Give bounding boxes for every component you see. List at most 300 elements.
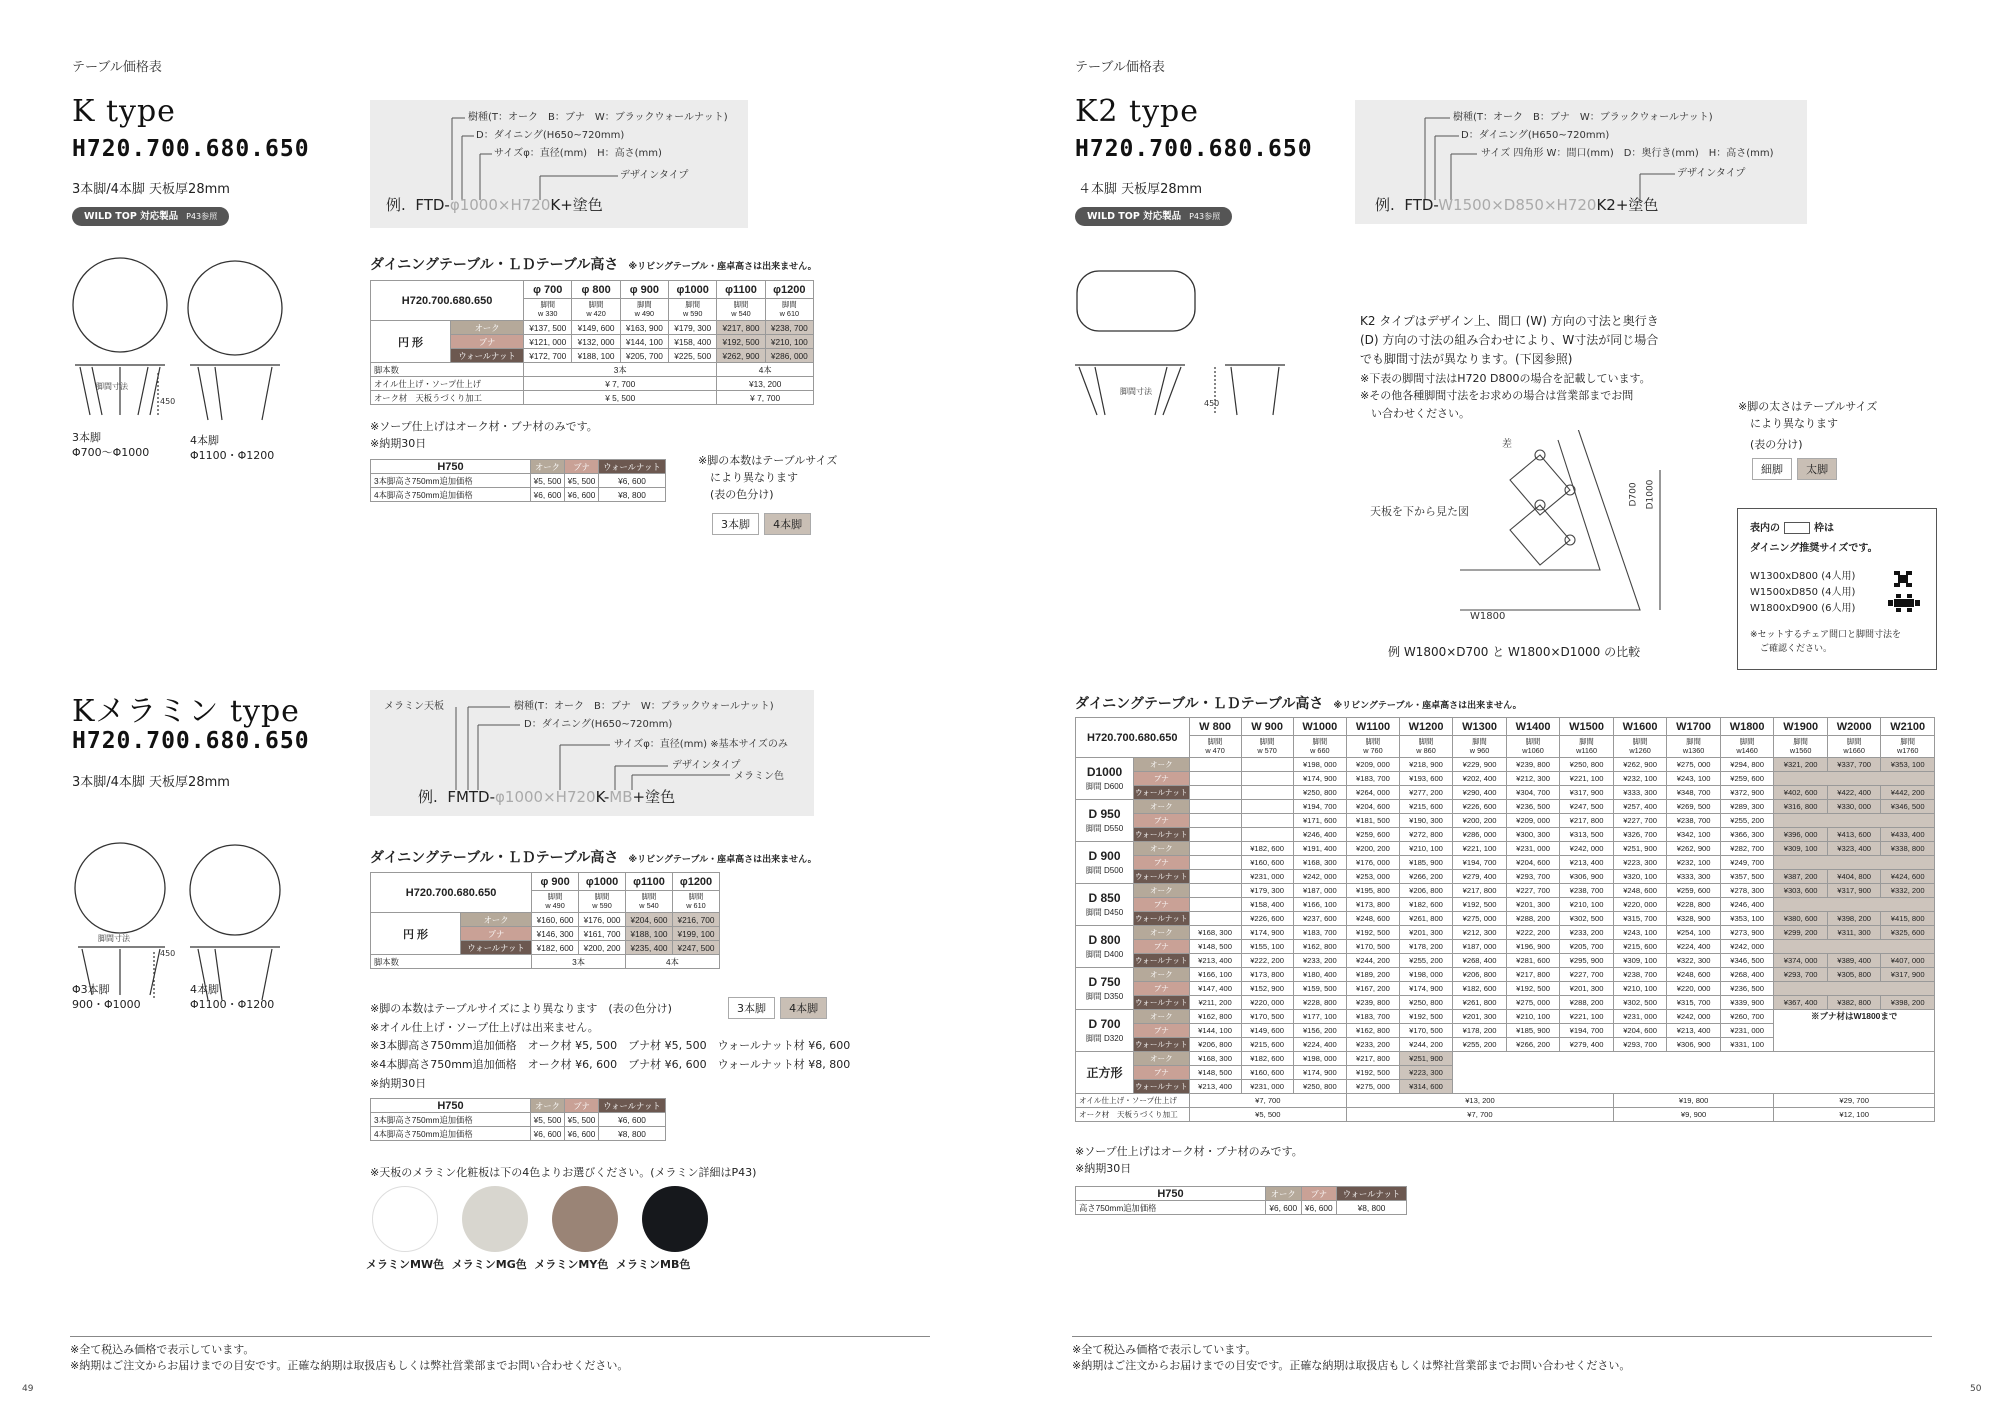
table-row bbox=[1076, 940, 1936, 954]
table-cell: ¥148, 500 bbox=[1189, 940, 1241, 954]
table-row bbox=[1076, 926, 1936, 940]
table-cell: ¥162, 800 bbox=[1189, 1010, 1241, 1024]
kmel-h750-table: H750 オーク ブナ ウォールナット 3本脚高さ750mm追加価格 ¥5, 500 ¥5, 500 ¥6, 600 4本脚高さ750mm追加価格 ¥6, 600 ¥6, 600 ¥8, 800 bbox=[370, 1098, 666, 1141]
table-cell: ¥353, 100 bbox=[1720, 912, 1774, 926]
table-cell: ¥221, 100 bbox=[1560, 1010, 1614, 1024]
table-cell: ¥266, 200 bbox=[1506, 1038, 1560, 1052]
k2-leg-width: 脚間 w 470 bbox=[1189, 736, 1241, 758]
table-row bbox=[1076, 758, 1936, 772]
table-cell: ¥183, 700 bbox=[1347, 1010, 1400, 1024]
k2-code-box: 樹種(T：オーク B：ブナ W：ブラックウォールナット) D：ダイニング(H650~720mm) サイズ 四角形 W：間口(mm) D：奥行き(mm) H：高さ(mm) デザインタイプ 例. FTD-W1500×D850×H720K2+塗色 bbox=[1355, 100, 1807, 224]
ktype-spec: 3本脚/4本脚 天板厚28mm bbox=[72, 182, 230, 197]
kmel-notes: ※脚の本数はテーブルサイズにより異なります (表の色分け) ※オイル仕上げ・ソープ仕上げは出来ません。 ※3本脚高さ750mm追加価格 オーク材 ¥5, 500 ブナ材 ¥5, 500 ウォールナット材 ¥6, 600 ※4本脚高さ750mm追加価格 オーク材 ¥6, 600 ブナ材 ¥6, 600 ウォールナット材 ¥8, 800 ※納期30日 bbox=[370, 1002, 851, 1090]
k2-leg-depth: 脚間 D320 bbox=[1085, 1034, 1124, 1043]
table-cell: ¥181, 500 bbox=[1347, 814, 1400, 828]
table-cell: ¥250, 800 bbox=[1399, 996, 1453, 1010]
table-cell: ¥300, 300 bbox=[1506, 828, 1560, 842]
table-cell: ¥213, 400 bbox=[1189, 954, 1241, 968]
table-cell: ¥317, 900 bbox=[1560, 786, 1614, 800]
table-cell: ¥251, 900 bbox=[1613, 842, 1667, 856]
table-cell: ¥206, 800 bbox=[1399, 884, 1453, 898]
table-cell: ¥239, 800 bbox=[1347, 996, 1400, 1010]
k2-width-header: W1900 bbox=[1774, 718, 1828, 736]
table-cell: ¥7, 700 bbox=[1189, 1094, 1347, 1108]
k2-depth-label: D 800 脚間 D400 bbox=[1076, 926, 1134, 968]
table-cell bbox=[1453, 1052, 1935, 1094]
k2-recommend-box: 表内の 枠は ダイニング推奨サイズです。 W1300xD800 (4人用) W1500xD850 (4人用) W1800xD900 (6人用) ※セットするチェア間口と脚間寸法を ご確認ください。 bbox=[1737, 508, 1937, 670]
table-cell: オーク材 天板うづくり加工 bbox=[1076, 1108, 1190, 1122]
table-cell: ¥338, 800 bbox=[1881, 842, 1935, 856]
table-cell: ¥322, 300 bbox=[1667, 954, 1721, 968]
table-cell: ¥323, 400 bbox=[1827, 842, 1881, 856]
table-cell: ¥206, 800 bbox=[1453, 968, 1507, 982]
table-cell: ¥210, 100 bbox=[1613, 982, 1667, 996]
table-cell: ¥185, 900 bbox=[1399, 856, 1453, 870]
k2-wood-label: ウォールナット bbox=[1134, 786, 1190, 800]
table-cell: ¥236, 500 bbox=[1720, 982, 1774, 996]
table-cell: ¥217, 800 bbox=[1453, 884, 1507, 898]
table-cell: ¥224, 400 bbox=[1293, 1038, 1347, 1052]
table-row bbox=[1076, 772, 1936, 786]
table-cell: ¥246, 400 bbox=[1293, 828, 1347, 842]
table-cell: ¥149, 600 bbox=[1241, 1024, 1293, 1038]
k2-wood-label: ブナ bbox=[1134, 772, 1190, 786]
k2-wood-label: オーク bbox=[1134, 800, 1190, 814]
table-cell: ¥192, 500 bbox=[1347, 926, 1400, 940]
k2-notes: ※ソープ仕上げはオーク材・ブナ材のみです。 ※納期30日 bbox=[1075, 1145, 1303, 1176]
table-cell: ¥242, 000 bbox=[1667, 1010, 1721, 1024]
table-row bbox=[1076, 996, 1936, 1010]
table-cell: ¥244, 200 bbox=[1347, 954, 1400, 968]
table-cell: ¥282, 700 bbox=[1720, 842, 1774, 856]
kmel-fig-caption-3leg: Φ3本脚 900・Φ1000 bbox=[72, 983, 141, 1012]
table-cell: ¥170, 500 bbox=[1347, 940, 1400, 954]
table-cell: ¥174, 900 bbox=[1241, 926, 1293, 940]
k2-wood-label: オーク bbox=[1134, 884, 1190, 898]
ktype-code-box: 樹種(T：オーク B：ブナ W：ブラックウォールナット) D：ダイニング(H650~720mm) サイズφ：直径(mm) H：高さ(mm) デザインタイプ 例. FTD-φ1000×H720K+塗色 bbox=[370, 100, 748, 228]
table-cell: ¥251, 900 bbox=[1399, 1052, 1453, 1066]
table-cell: ¥261, 800 bbox=[1399, 912, 1453, 926]
k2-leg-depth: 脚間 D600 bbox=[1085, 782, 1124, 791]
table-cell: ¥387, 200 bbox=[1774, 870, 1828, 884]
table-cell: ¥226, 600 bbox=[1453, 800, 1507, 814]
kmel-heights: H720.700.680.650 bbox=[72, 728, 310, 754]
table-cell bbox=[1189, 870, 1241, 884]
k2-width-header: W 900 bbox=[1241, 718, 1293, 736]
table-cell: ¥382, 800 bbox=[1827, 996, 1881, 1010]
k2-leg-width: 脚間 w1660 bbox=[1827, 736, 1881, 758]
table-cell: ¥196, 900 bbox=[1506, 940, 1560, 954]
k2-wood-label: ブナ bbox=[1134, 940, 1190, 954]
table-cell: ¥13, 200 bbox=[1347, 1094, 1614, 1108]
table-row bbox=[1076, 982, 1936, 996]
table-cell: ¥295, 900 bbox=[1560, 954, 1614, 968]
table-cell: ¥237, 600 bbox=[1293, 912, 1347, 926]
table-cell bbox=[1189, 842, 1241, 856]
table-cell: ¥253, 000 bbox=[1347, 870, 1400, 884]
ktype-heights: H720.700.680.650 bbox=[72, 136, 310, 162]
table-cell: ¥286, 000 bbox=[1453, 828, 1507, 842]
table-cell: ウォールナット bbox=[1134, 1080, 1190, 1094]
table-cell: ¥210, 100 bbox=[1506, 1010, 1560, 1024]
table-cell bbox=[1189, 828, 1241, 842]
table-cell: ¥194, 700 bbox=[1453, 856, 1507, 870]
table-cell: ¥210, 100 bbox=[1560, 898, 1614, 912]
table-cell: ¥317, 900 bbox=[1827, 884, 1881, 898]
table-cell: ¥152, 900 bbox=[1241, 982, 1293, 996]
table-cell: ¥166, 100 bbox=[1189, 968, 1241, 982]
table-cell: ¥316, 800 bbox=[1774, 800, 1828, 814]
table-row bbox=[1076, 884, 1936, 898]
table-cell: ¥193, 600 bbox=[1399, 772, 1453, 786]
k2-wood-label: ウォールナット bbox=[1134, 828, 1190, 842]
k2-leg-depth: 脚間 D550 bbox=[1085, 824, 1124, 833]
table-cell: ¥332, 200 bbox=[1881, 884, 1935, 898]
table-cell: ¥325, 600 bbox=[1881, 926, 1935, 940]
table-cell: ¥211, 200 bbox=[1189, 996, 1241, 1010]
table-cell: ¥262, 900 bbox=[1667, 842, 1721, 856]
table-cell: ¥201, 300 bbox=[1560, 982, 1614, 996]
footer-notes-left: ※全て税込み価格で表示しています。 ※納期はご注文からお届けまでの目安です。正確な納期は取扱店もしくは弊社営業部までお問い合わせください。 bbox=[70, 1343, 629, 1372]
table-cell: ¥246, 400 bbox=[1720, 898, 1774, 912]
table-cell: ¥5, 500 bbox=[1189, 1108, 1347, 1122]
k2-title: K2 type bbox=[1075, 94, 1199, 129]
table-cell bbox=[1774, 982, 1935, 996]
table-cell: ¥176, 000 bbox=[1347, 856, 1400, 870]
table-cell bbox=[1241, 814, 1293, 828]
k2-leg-width: 脚間 w 660 bbox=[1293, 736, 1347, 758]
table-cell: ¥339, 900 bbox=[1720, 996, 1774, 1010]
table-cell: ブナ bbox=[1134, 1066, 1190, 1080]
table-cell: ¥255, 200 bbox=[1453, 1038, 1507, 1052]
table-cell: ¥306, 900 bbox=[1667, 1038, 1721, 1052]
table-cell: ¥311, 300 bbox=[1827, 926, 1881, 940]
table-cell bbox=[1774, 940, 1935, 954]
table-cell: ¥168, 300 bbox=[1189, 1052, 1241, 1066]
table-cell bbox=[1189, 772, 1241, 786]
table-cell: ¥198, 000 bbox=[1293, 758, 1347, 772]
table-cell: ¥220, 000 bbox=[1613, 898, 1667, 912]
k2-table-header: H720.700.680.650 bbox=[1076, 718, 1190, 758]
table-cell: ¥304, 700 bbox=[1506, 786, 1560, 800]
k2-wood-label: オーク bbox=[1134, 968, 1190, 982]
table-cell: ¥215, 600 bbox=[1613, 940, 1667, 954]
k2-price-table-wrap bbox=[1075, 717, 1935, 1122]
k2-width-header: W1700 bbox=[1667, 718, 1721, 736]
table-cell: ¥281, 600 bbox=[1506, 954, 1560, 968]
kmel-table-title: ダイニングテーブル・ＬＤテーブル高さ ※リビングテーブル・座卓高さは出来ません。 bbox=[370, 850, 817, 866]
table-cell: ¥275, 000 bbox=[1453, 912, 1507, 926]
table-cell: ¥144, 100 bbox=[1189, 1024, 1241, 1038]
table-cell: ※ブナ材はW1800まで bbox=[1774, 1010, 1935, 1052]
table-cell: ¥182, 600 bbox=[1241, 842, 1293, 856]
table-cell: ¥254, 100 bbox=[1667, 926, 1721, 940]
k2-depth-label: D1000 脚間 D600 bbox=[1076, 758, 1134, 800]
table-cell: ¥168, 300 bbox=[1293, 856, 1347, 870]
table-cell: ¥201, 300 bbox=[1453, 1010, 1507, 1024]
k2-leg-depth: 脚間 D400 bbox=[1085, 950, 1124, 959]
section-label-left: テーブル価格表 bbox=[72, 60, 162, 75]
melamine-mg-swatch bbox=[462, 1186, 528, 1252]
ktype-title: K type bbox=[72, 94, 176, 129]
table-cell: ¥162, 800 bbox=[1293, 940, 1347, 954]
k2-depth-label: D 950 脚間 D550 bbox=[1076, 800, 1134, 842]
table-cell: ¥262, 900 bbox=[1613, 758, 1667, 772]
table-cell: ¥173, 800 bbox=[1241, 968, 1293, 982]
table-cell: ¥244, 200 bbox=[1399, 1038, 1453, 1052]
table-cell: ¥170, 500 bbox=[1399, 1024, 1453, 1038]
table-cell: ¥12, 100 bbox=[1774, 1108, 1935, 1122]
table-cell: ¥174, 900 bbox=[1293, 772, 1347, 786]
table-cell: ¥248, 600 bbox=[1667, 968, 1721, 982]
k2-leg-width: 脚間 w1160 bbox=[1560, 736, 1614, 758]
k2-wood-label: オーク bbox=[1134, 926, 1190, 940]
table-cell bbox=[1774, 814, 1935, 828]
table-cell: ¥398, 200 bbox=[1881, 996, 1935, 1010]
table-cell: ¥239, 800 bbox=[1506, 758, 1560, 772]
table-cell: ¥179, 300 bbox=[1241, 884, 1293, 898]
table-cell: ¥396, 000 bbox=[1774, 828, 1828, 842]
table-cell: ¥346, 500 bbox=[1881, 800, 1935, 814]
k2-leg-legend: 細脚 太脚 bbox=[1752, 458, 1837, 480]
footer-notes-right: ※全て税込み価格で表示しています。 ※納期はご注文からお届けまでの目安です。正確な納期は取扱店もしくは弊社営業部までお問い合わせください。 bbox=[1072, 1343, 1631, 1372]
k2-leg-width: 脚間 w1260 bbox=[1613, 736, 1667, 758]
table-cell: ¥233, 200 bbox=[1347, 1038, 1400, 1052]
table-cell: ¥166, 100 bbox=[1293, 898, 1347, 912]
k2-depth-label: D 700 脚間 D320 bbox=[1076, 1010, 1134, 1052]
k2-wood-label: ブナ bbox=[1134, 1024, 1190, 1038]
table-cell: ¥159, 500 bbox=[1293, 982, 1347, 996]
table-cell: ¥178, 200 bbox=[1399, 940, 1453, 954]
table-cell: ¥222, 200 bbox=[1506, 926, 1560, 940]
k2-leg-note: ※脚の太さはテーブルサイズ により異なります (表の分け) bbox=[1738, 400, 1878, 452]
k2-width-header: W1000 bbox=[1293, 718, 1347, 736]
ktype-leg-legend: 3本脚 4本脚 bbox=[712, 513, 811, 535]
table-cell: ¥191, 400 bbox=[1293, 842, 1347, 856]
k2-code-example: 例. FTD-W1500×D850×H720K2+塗色 bbox=[1375, 196, 1659, 214]
table-cell: ¥330, 000 bbox=[1827, 800, 1881, 814]
table-cell: ¥155, 100 bbox=[1241, 940, 1293, 954]
table-cell: ¥242, 000 bbox=[1560, 842, 1614, 856]
table-cell: ¥348, 700 bbox=[1667, 786, 1721, 800]
table-cell: ¥209, 000 bbox=[1347, 758, 1400, 772]
table-row bbox=[1076, 1010, 1936, 1024]
table-cell: ¥202, 400 bbox=[1453, 772, 1507, 786]
table-cell: ¥226, 600 bbox=[1241, 912, 1293, 926]
table-cell: ¥231, 000 bbox=[1613, 1010, 1667, 1024]
k2-width-header: W1800 bbox=[1720, 718, 1774, 736]
table-cell: ¥293, 700 bbox=[1613, 1038, 1667, 1052]
table-cell: ¥190, 300 bbox=[1399, 814, 1453, 828]
table-row bbox=[1076, 912, 1936, 926]
table-cell: ¥243, 100 bbox=[1667, 772, 1721, 786]
table-cell bbox=[1241, 758, 1293, 772]
table-cell: ¥320, 100 bbox=[1613, 870, 1667, 884]
table-cell: ¥268, 400 bbox=[1453, 954, 1507, 968]
table-cell: ¥250, 800 bbox=[1293, 786, 1347, 800]
table-cell: ¥174, 900 bbox=[1399, 982, 1453, 996]
k2-wood-label: ブナ bbox=[1134, 814, 1190, 828]
table-cell: ¥337, 700 bbox=[1827, 758, 1881, 772]
k2-wood-label: オーク bbox=[1134, 842, 1190, 856]
table-cell: ¥306, 900 bbox=[1560, 870, 1614, 884]
table-cell: ¥198, 000 bbox=[1293, 1052, 1347, 1066]
table-cell: ¥194, 700 bbox=[1293, 800, 1347, 814]
table-cell: ¥273, 900 bbox=[1720, 926, 1774, 940]
table-cell: ¥442, 200 bbox=[1881, 786, 1935, 800]
table-row bbox=[1076, 954, 1936, 968]
table-cell: ¥9, 900 bbox=[1613, 1108, 1774, 1122]
table-cell bbox=[1774, 772, 1935, 786]
table-cell: ¥250, 800 bbox=[1560, 758, 1614, 772]
table-cell: ¥275, 000 bbox=[1667, 758, 1721, 772]
k2-depth-label: D 850 脚間 D450 bbox=[1076, 884, 1134, 926]
table-cell: ¥293, 700 bbox=[1774, 968, 1828, 982]
table-cell bbox=[1189, 856, 1241, 870]
table-cell: ¥238, 700 bbox=[1613, 968, 1667, 982]
k2-width-header: W1100 bbox=[1347, 718, 1400, 736]
k2-leg-width: 脚間 w 860 bbox=[1399, 736, 1453, 758]
ktype-notes: ※ソープ仕上げはオーク材・ブナ材のみです。 ※納期30日 bbox=[370, 420, 598, 451]
table-cell: ¥333, 300 bbox=[1613, 786, 1667, 800]
ktype-fig-caption-4leg: 4本脚 Φ1100・Φ1200 bbox=[190, 434, 275, 463]
table-cell: ¥305, 800 bbox=[1827, 968, 1881, 982]
table-cell: ¥182, 600 bbox=[1241, 1052, 1293, 1066]
table-cell: ¥260, 700 bbox=[1720, 1010, 1774, 1024]
table-cell: ¥217, 800 bbox=[1347, 1052, 1400, 1066]
table-cell: ¥205, 700 bbox=[1560, 940, 1614, 954]
k2-width-header: W 800 bbox=[1189, 718, 1241, 736]
table-cell: ¥204, 600 bbox=[1506, 856, 1560, 870]
table-cell: ¥182, 600 bbox=[1453, 982, 1507, 996]
table-cell: ¥302, 500 bbox=[1613, 996, 1667, 1010]
table-cell bbox=[1935, 718, 1936, 758]
table-cell: ¥233, 200 bbox=[1293, 954, 1347, 968]
table-cell bbox=[1241, 800, 1293, 814]
page-number-left: 49 bbox=[22, 1384, 34, 1394]
k2-wood-label: ウォールナット bbox=[1134, 912, 1190, 926]
ktype-leg-note: ※脚の本数はテーブルサイズ により異なります (表の色分け) bbox=[698, 454, 838, 502]
melamine-color-labels: メラミンMW色 メラミンMG色 メラミンMY色 メラミンMB色 bbox=[366, 1258, 691, 1271]
k2-leg-width: 脚間 w1560 bbox=[1774, 736, 1828, 758]
k2-width-header: W2100 bbox=[1881, 718, 1935, 736]
k2-heights: H720.700.680.650 bbox=[1075, 136, 1313, 162]
table-cell bbox=[1241, 772, 1293, 786]
table-cell: ¥299, 200 bbox=[1774, 926, 1828, 940]
table-cell: ¥180, 400 bbox=[1293, 968, 1347, 982]
k2-leg-width: 脚間 w1760 bbox=[1881, 736, 1935, 758]
table-cell: ¥221, 100 bbox=[1453, 842, 1507, 856]
table-cell: ¥171, 600 bbox=[1293, 814, 1347, 828]
k2-leg-width: 脚間 w 960 bbox=[1453, 736, 1507, 758]
table-cell: ¥215, 600 bbox=[1241, 1038, 1293, 1052]
table-cell: ¥232, 100 bbox=[1667, 856, 1721, 870]
table-cell: ¥342, 100 bbox=[1667, 828, 1721, 842]
table-cell: ¥227, 700 bbox=[1613, 814, 1667, 828]
table-cell: オーク bbox=[1134, 1052, 1190, 1066]
table-cell: ¥201, 300 bbox=[1506, 898, 1560, 912]
melamine-mw-swatch bbox=[372, 1186, 438, 1252]
table-cell: ¥19, 800 bbox=[1613, 1094, 1774, 1108]
table-cell bbox=[1241, 786, 1293, 800]
k2-diagram-caption: 例 W1800×D700 と W1800×D1000 の比較 bbox=[1388, 645, 1641, 659]
k2-leg-depth: 脚間 D500 bbox=[1085, 866, 1124, 875]
table-cell: ¥248, 600 bbox=[1613, 884, 1667, 898]
k2-wood-label: ブナ bbox=[1134, 982, 1190, 996]
table-cell: ¥7, 700 bbox=[1347, 1108, 1614, 1122]
table-cell: ¥192, 500 bbox=[1453, 898, 1507, 912]
table-cell: ¥222, 200 bbox=[1241, 954, 1293, 968]
table-cell: ¥242, 000 bbox=[1720, 940, 1774, 954]
table-cell: ¥224, 400 bbox=[1667, 940, 1721, 954]
table-cell: ¥367, 400 bbox=[1774, 996, 1828, 1010]
table-cell: ¥288, 200 bbox=[1560, 996, 1614, 1010]
table-cell bbox=[1189, 758, 1241, 772]
table-cell: ¥192, 500 bbox=[1506, 982, 1560, 996]
table-cell: ¥174, 900 bbox=[1293, 1066, 1347, 1080]
table-cell: ¥261, 800 bbox=[1453, 996, 1507, 1010]
table-cell: ¥173, 800 bbox=[1347, 898, 1400, 912]
table-cell: ¥289, 300 bbox=[1720, 800, 1774, 814]
k2-leg-width: 脚間 w 760 bbox=[1347, 736, 1400, 758]
kmel-price-table: H720.700.680.650 φ 900 φ1000 φ1100 φ1200 脚間 w 490 脚間 w 590 脚間 w 540 脚間 w 610 円 形 オーク ¥160, 600 ¥176, 000 ¥204, 600 ¥216, 700 ブナ ¥146, 300 ¥161, 700 ¥188, 100 ¥199, 100 ウォールナット ¥182, 600 ¥200, 200 ¥235, 400 ¥247, 500 脚本数 3本 4本 bbox=[370, 872, 720, 969]
table-cell: ¥315, 700 bbox=[1613, 912, 1667, 926]
table-cell: ¥333, 300 bbox=[1667, 870, 1721, 884]
table-cell: ¥213, 400 bbox=[1667, 1024, 1721, 1038]
table-cell: ¥215, 600 bbox=[1399, 800, 1453, 814]
table-cell: ¥404, 800 bbox=[1827, 870, 1881, 884]
table-cell: ¥402, 600 bbox=[1774, 786, 1828, 800]
table-cell: ¥242, 000 bbox=[1293, 870, 1347, 884]
table-cell: ¥198, 000 bbox=[1399, 968, 1453, 982]
table-cell: ¥168, 300 bbox=[1189, 926, 1241, 940]
table-row bbox=[1076, 870, 1936, 884]
table-cell: ¥210, 100 bbox=[1399, 842, 1453, 856]
table-cell: ¥264, 000 bbox=[1347, 786, 1400, 800]
table-cell: ¥227, 700 bbox=[1506, 884, 1560, 898]
wildtop-badge: WILD TOP 対応製品 P43参照 bbox=[72, 207, 229, 226]
table-cell: ¥268, 400 bbox=[1720, 968, 1774, 982]
k2-price-table bbox=[1075, 717, 1935, 1122]
table-cell: ¥389, 400 bbox=[1827, 954, 1881, 968]
table-cell: ¥187, 000 bbox=[1453, 940, 1507, 954]
k2-spec: ４本脚 天板厚28mm bbox=[1078, 182, 1203, 197]
kmel-leg-legend: 3本脚 4本脚 bbox=[728, 997, 827, 1019]
table-cell: ¥228, 800 bbox=[1293, 996, 1347, 1010]
table-cell: ¥328, 900 bbox=[1667, 912, 1721, 926]
table-cell: ¥366, 300 bbox=[1720, 828, 1774, 842]
table-cell: ¥314, 600 bbox=[1399, 1080, 1453, 1094]
table-cell: ¥290, 400 bbox=[1453, 786, 1507, 800]
table-cell: ¥200, 200 bbox=[1453, 814, 1507, 828]
table-cell: ¥189, 200 bbox=[1347, 968, 1400, 982]
table-cell: ¥259, 600 bbox=[1667, 884, 1721, 898]
table-cell: ¥422, 400 bbox=[1827, 786, 1881, 800]
k2-width-header: W1400 bbox=[1506, 718, 1560, 736]
table-row bbox=[1076, 856, 1936, 870]
kmel-fig-caption-4leg: 4本脚 Φ1100・Φ1200 bbox=[190, 983, 275, 1012]
table-cell: ¥183, 700 bbox=[1347, 772, 1400, 786]
table-cell: ¥183, 700 bbox=[1293, 926, 1347, 940]
table-cell: ¥220, 000 bbox=[1241, 996, 1293, 1010]
table-cell: ¥238, 700 bbox=[1667, 814, 1721, 828]
table-cell: ¥217, 800 bbox=[1560, 814, 1614, 828]
table-cell: ¥433, 400 bbox=[1881, 828, 1935, 842]
table-cell: ¥167, 200 bbox=[1347, 982, 1400, 996]
table-cell: ¥206, 800 bbox=[1189, 1038, 1241, 1052]
table-cell: ¥398, 200 bbox=[1827, 912, 1881, 926]
table-cell: ¥309, 100 bbox=[1613, 954, 1667, 968]
